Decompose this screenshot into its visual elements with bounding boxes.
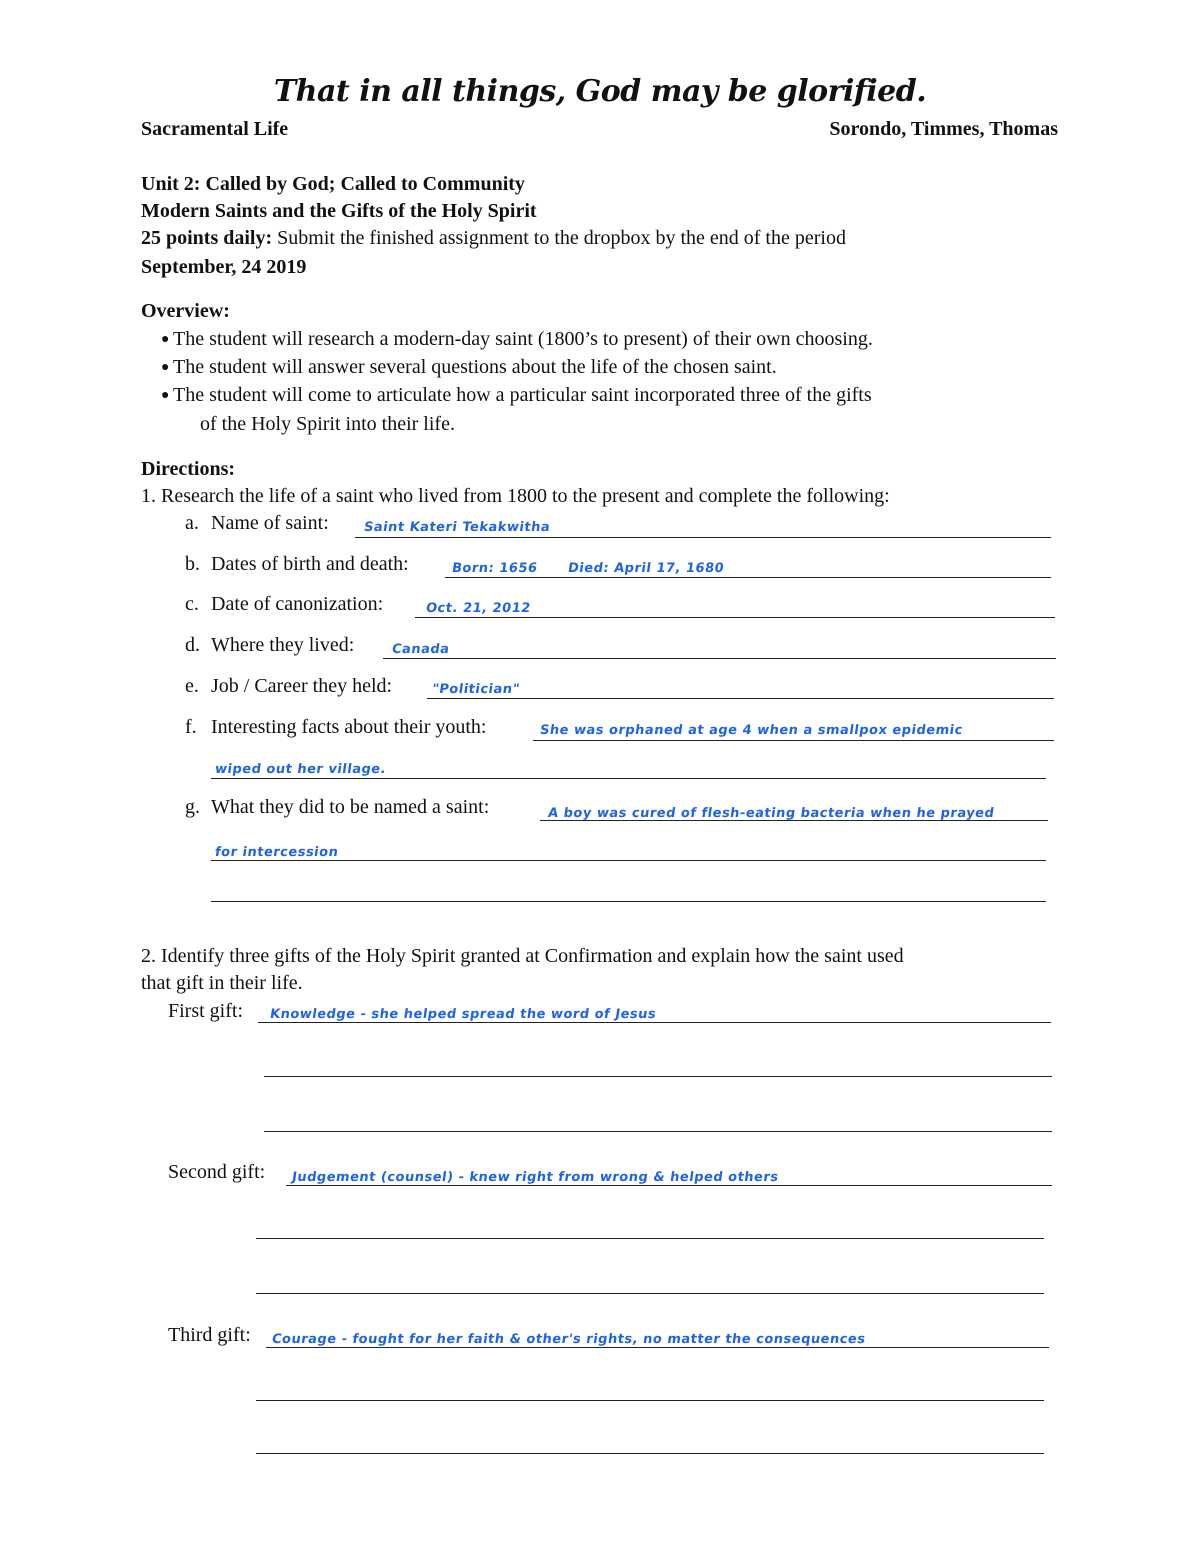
handwritten-answer: Canada xyxy=(390,642,451,657)
handwritten-answer: Knowledge - she helped spread the word of Jesus xyxy=(268,1007,658,1022)
answer-line[interactable] xyxy=(415,617,1055,618)
motto-title: That in all things, God may be glorified. xyxy=(273,74,927,109)
item-letter: g. xyxy=(185,796,200,818)
points-text: Submit the finished assignment to the dropbox by the end of the period xyxy=(272,227,846,249)
answer-line[interactable] xyxy=(264,1076,1052,1077)
item-letter: c. xyxy=(185,593,199,615)
overview-heading: Overview: xyxy=(141,300,230,322)
handwritten-answer: Oct. 21, 2012 xyxy=(424,601,532,616)
answer-line[interactable] xyxy=(256,1293,1044,1294)
answer-line[interactable] xyxy=(256,1238,1044,1239)
answer-line[interactable] xyxy=(355,537,1051,538)
answer-line[interactable] xyxy=(383,658,1056,659)
assignment-title: Modern Saints and the Gifts of the Holy Spirit xyxy=(141,200,537,222)
answer-line[interactable] xyxy=(427,698,1054,699)
answer-line[interactable] xyxy=(256,1400,1044,1401)
unit-title: Unit 2: Called by God; Called to Community xyxy=(141,173,525,195)
handwritten-answer: Died: April 17, 1680 xyxy=(566,561,726,576)
bullet-icon: ● xyxy=(161,388,170,403)
handwritten-answer: Born: 1656 xyxy=(450,561,539,576)
directions-heading: Directions: xyxy=(141,458,236,480)
handwritten-answer: for intercession xyxy=(213,845,340,860)
handwritten-answer: Courage - fought for her faith & other's rights, no matter the consequences xyxy=(270,1332,867,1347)
overview-bullet: ● The student will research a modern-day saint (1800’s to present) of their own choosing. xyxy=(161,328,873,350)
item-letter: a. xyxy=(185,512,199,534)
handwritten-answer: Saint Kateri Tekakwitha xyxy=(362,520,552,535)
item-letter: e. xyxy=(185,675,199,697)
overview-bullet: ● The student will answer several questions about the life of the chosen saint. xyxy=(161,356,777,378)
item-label: Name of saint: xyxy=(211,512,329,534)
answer-line[interactable] xyxy=(286,1185,1052,1186)
due-date: September, 24 2019 xyxy=(141,256,307,278)
course-name: Sacramental Life xyxy=(141,118,289,140)
gift-label: Second gift: xyxy=(168,1161,266,1183)
answer-line[interactable] xyxy=(211,860,1046,861)
answer-line[interactable] xyxy=(211,778,1046,779)
bullet-icon: ● xyxy=(161,332,170,347)
answer-line[interactable] xyxy=(445,577,1051,578)
answer-line[interactable] xyxy=(256,1453,1044,1454)
overview-bullet-continuation: of the Holy Spirit into their life. xyxy=(200,413,455,435)
answer-line[interactable] xyxy=(264,1131,1052,1132)
gift-label: First gift: xyxy=(168,1000,244,1022)
handwritten-answer: wiped out her village. xyxy=(213,762,388,777)
question-2: 2. Identify three gifts of the Holy Spirit granted at Confirmation and explain how the saint used xyxy=(141,945,904,967)
item-label: Interesting facts about their youth: xyxy=(211,716,487,738)
handwritten-answer: A boy was cured of flesh-eating bacteria when he prayed xyxy=(546,806,996,821)
item-letter: d. xyxy=(185,634,200,656)
item-label: Date of canonization: xyxy=(211,593,384,615)
item-label: Job / Career they held: xyxy=(211,675,393,697)
item-label: Dates of birth and death: xyxy=(211,553,409,575)
item-label: What they did to be named a saint: xyxy=(211,796,490,818)
item-letter: f. xyxy=(185,716,197,738)
points-label: 25 points daily: xyxy=(141,227,273,249)
handwritten-answer: Judgement (counsel) - knew right from wrong & helped others xyxy=(290,1170,780,1185)
answer-line[interactable] xyxy=(211,901,1046,902)
answer-line[interactable] xyxy=(533,740,1054,741)
bullet-icon: ● xyxy=(161,360,170,375)
handwritten-answer: She was orphaned at age 4 when a smallpox epidemic xyxy=(538,723,964,738)
overview-bullet: ● The student will come to articulate how a particular saint incorporated three of the gifts xyxy=(161,384,872,406)
answer-line[interactable] xyxy=(258,1022,1051,1023)
answer-line[interactable] xyxy=(266,1347,1049,1348)
question-2-continuation: that gift in their life. xyxy=(141,972,303,994)
handwritten-answer: "Politician" xyxy=(430,682,521,697)
teacher-names: Sorondo, Timmes, Thomas xyxy=(829,118,1058,140)
question-1: 1. Research the life of a saint who lived from 1800 to the present and complete the following: xyxy=(141,485,890,507)
item-letter: b. xyxy=(185,553,200,575)
gift-label: Third gift: xyxy=(168,1324,251,1346)
points-line xyxy=(141,227,846,250)
item-label: Where they lived: xyxy=(211,634,355,656)
